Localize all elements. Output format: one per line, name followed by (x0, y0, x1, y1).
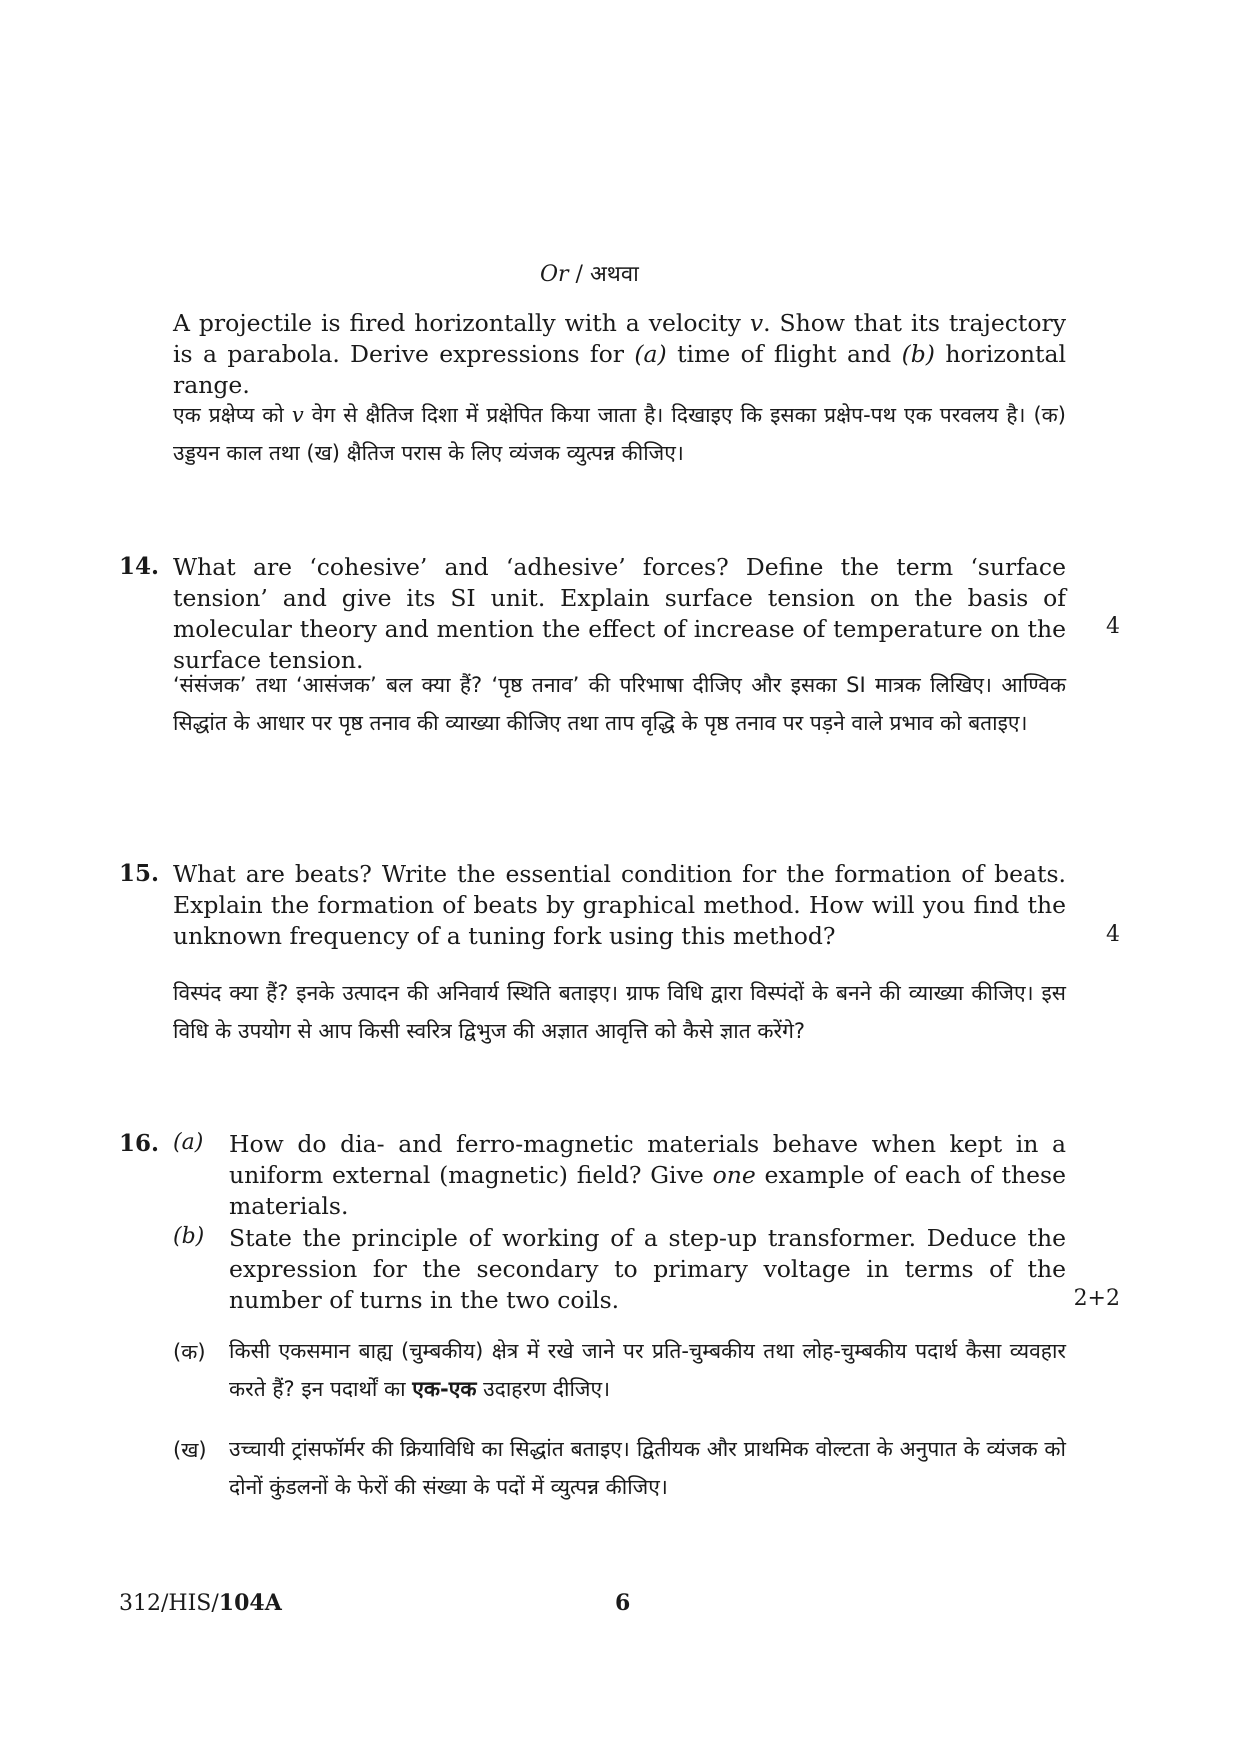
q16-a-english (229, 1129, 1066, 1222)
q13-hi-text-2: वेग से क्षैतिज दिशा में प्रक्षेपित किया जाता है। दिखाइए कि इसका प्रक्षेप-पथ एक परवलय है। (क) उड्डयन काल तथा (ख) क्षैतिज परास के लिए व्यंजक व्युत्पन्न कीजिए। (173, 403, 1067, 465)
q15-marks: 4 (1106, 922, 1120, 947)
q16-a-text-2: example of each of these materials. (229, 1161, 1066, 1220)
q13-text-3: time of flight and (666, 340, 902, 368)
q16-b-label: (b) (173, 1224, 205, 1249)
q13-part-b: (b) (901, 340, 935, 368)
q13-var-v: v (749, 309, 764, 337)
q14-hindi: ‘संसंजक’ तथा ‘आसंजक’ बल क्या हैं? ‘पृष्ठ तनाव’ की परिभाषा दीजिए और इसका SI मात्रक लिखिए। आण्विक सिद्धांत के आधार पर पृष्ठ तनाव की व्याख्या कीजिए तथा ताप वृद्धि के पृष्ठ तनाव पर पड़ने वाले प्रभाव को बताइए। (173, 673, 1066, 735)
footer-code-prefix: 312/HIS/ (119, 1591, 219, 1616)
q14-english: What are ‘cohesive’ and ‘adhesive’ forces? Define the term ‘surface tension’ and give its SI unit. Explain surface tension on the basis of molecular theory and mention the effect of increase of temperature on the surface tension. (173, 553, 1066, 674)
q15-english: What are beats? Write the essential condition for the formation of beats. Explain the formation of beats by graphical method. How will you find the unknown frequency of a tuning fork using this method? (173, 860, 1066, 950)
q13-hi-var-v: v (291, 403, 304, 427)
q16-a-label: (a) (173, 1130, 204, 1155)
q15-hindi: विस्पंद क्या हैं? इनके उत्पादन की अनिवार्य स्थिति बताइए। ग्राफ विधि द्वारा विस्पंदों के बनने की व्याख्या कीजिए। इस विधि के उपयोग से आप किसी स्वरित्र द्विभुज की अज्ञात आवृत्ति को कैसे ज्ञात करेंगे? (173, 981, 1066, 1043)
q16-a-text-1: How do dia- and ferro-magnetic materials behave when kept in a uniform external (magnetic) field? Give (229, 1130, 1066, 1189)
q13-text-4: horizontal range. (173, 340, 1066, 399)
q13-part-a: (a) (634, 340, 667, 368)
q16-ka-hindi (229, 1332, 1066, 1408)
q16-a-one: one (712, 1161, 756, 1189)
footer-code-bold: 104A (218, 1590, 282, 1616)
q16-number: 16. (119, 1130, 160, 1157)
q16-b-english: State the principle of working of a step-up transformer. Deduce the expression for the secondary to primary voltage in terms of the number of turns in the two coils. (229, 1224, 1066, 1314)
footer-code (119, 1590, 282, 1616)
q13-text-2: . Show that its trajectory is a parabola. Derive expressions for (173, 309, 1066, 368)
q13-alt-hindi (173, 396, 1066, 472)
q13-alt-english (173, 308, 1066, 401)
page-number: 6 (615, 1590, 631, 1616)
q16-marks: 2+2 (1073, 1286, 1120, 1311)
q16-kha-label: (ख) (173, 1438, 207, 1462)
or-heading (540, 258, 639, 288)
q13-hi-text-1: एक प्रक्षेप्य को (173, 403, 292, 427)
q14-number: 14. (119, 553, 160, 580)
q16-ka-text-1: किसी एकसमान बाह्य (चुम्बकीय) क्षेत्र में रखे जाने पर प्रति-चुम्बकीय तथा लोह-चुम्बकीय पदार्थ कैसा व्यवहार करते हैं? इन पदार्थों का (229, 1339, 1066, 1401)
q13-text-1: A projectile is fired horizontally with a velocity (173, 309, 750, 337)
q14-marks: 4 (1106, 614, 1120, 639)
q15-number: 15. (119, 860, 160, 887)
q16-kha-hindi: उच्चायी ट्रांसफॉर्मर की क्रियाविधि का सिद्धांत बताइए। द्वितीयक और प्राथमिक वोल्टता के अनुपात के व्यंजक को दोनों कुंडलनों के फेरों की संख्या के पदों में व्युत्पन्न कीजिए। (229, 1437, 1066, 1499)
q16-ka-text-2: उदाहरण दीजिए। (476, 1377, 611, 1401)
or-heading-en: Or (540, 262, 569, 287)
q16-ka-bold: एक-एक (412, 1377, 477, 1401)
or-heading-sep: / (568, 262, 590, 287)
q16-ka-label: (क) (173, 1340, 206, 1364)
or-heading-hi: अथवा (589, 262, 639, 287)
